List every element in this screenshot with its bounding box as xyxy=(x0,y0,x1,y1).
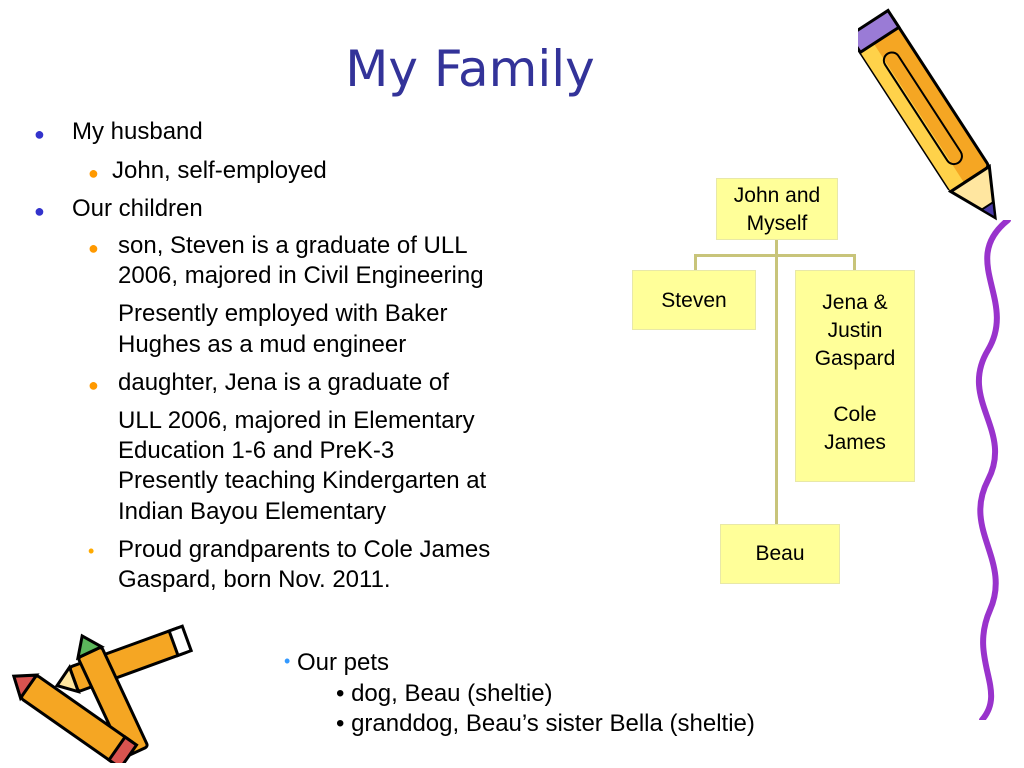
steven-label: Steven xyxy=(661,289,727,312)
slide-title: My Family xyxy=(345,40,595,98)
bullet-dot-icon: • xyxy=(336,680,345,707)
bullet-dot-icon: ● xyxy=(88,163,99,183)
bullet-dot-icon: ● xyxy=(34,201,45,221)
root-line-1: John and xyxy=(733,184,821,207)
bullet-dot-icon: • xyxy=(336,710,345,737)
bullet-dot-icon: ● xyxy=(34,124,45,144)
bullet-dot-icon: • xyxy=(284,651,291,671)
tree-trunk-line xyxy=(775,238,778,524)
pet-item-1 xyxy=(336,679,553,709)
tree-steven-box xyxy=(632,270,756,330)
pencil-icon xyxy=(858,0,1008,245)
steven-line-3: Presently employed with Baker xyxy=(118,300,448,327)
bullet-dot-icon: • xyxy=(88,541,95,561)
steven-line-1: son, Steven is a graduate of ULL xyxy=(118,232,468,259)
grandparents-line-1: Proud grandparents to Cole James xyxy=(118,536,491,563)
bullet-dot-icon: ● xyxy=(88,238,99,258)
jena-label-5: Cole xyxy=(833,403,877,426)
pet-label: granddog, Beau’s sister Bella (sheltie) xyxy=(351,710,755,737)
jena-label-2: Justin xyxy=(827,319,883,342)
tree-branch-line xyxy=(694,254,856,257)
pets-heading-row xyxy=(284,648,389,679)
jena-line-5: Indian Bayou Elementary xyxy=(118,498,387,525)
tree-branch-steven xyxy=(694,254,697,270)
root-line-2: Myself xyxy=(746,212,808,235)
steven-line-2: 2006, majored in Civil Engineering xyxy=(118,262,484,289)
beau-label: Beau xyxy=(755,542,805,565)
bullet-our-children: Our children xyxy=(72,195,203,222)
wavy-line xyxy=(948,220,1024,720)
tree-branch-jena xyxy=(853,254,856,270)
bullet-john: John, self-employed xyxy=(112,157,327,184)
jena-label-spacer xyxy=(796,373,914,401)
bullet-my-husband: My husband xyxy=(72,118,203,145)
steven-line-4: Hughes as a mud engineer xyxy=(118,331,407,358)
tree-jena-box xyxy=(795,270,915,482)
pet-item-2 xyxy=(336,709,755,739)
pets-heading: Our pets xyxy=(296,649,390,676)
jena-line-3: Education 1-6 and PreK-3 xyxy=(118,437,395,464)
jena-line-1: daughter, Jena is a graduate of xyxy=(118,369,449,396)
jena-label-1: Jena & xyxy=(822,291,888,314)
pet-label: dog, Beau (sheltie) xyxy=(351,680,553,707)
jena-label-6: James xyxy=(824,431,886,454)
tree-root-box xyxy=(716,178,838,240)
jena-label-3: Gaspard xyxy=(814,347,896,370)
jena-line-4: Presently teaching Kindergarten at xyxy=(118,467,487,494)
jena-line-2: ULL 2006, majored in Elementary xyxy=(118,407,475,434)
crayons-icon xyxy=(0,618,205,763)
bullet-dot-icon: ● xyxy=(88,375,99,395)
grandparents-line-2: Gaspard, born Nov. 2011. xyxy=(118,566,391,593)
tree-beau-box xyxy=(720,524,840,584)
